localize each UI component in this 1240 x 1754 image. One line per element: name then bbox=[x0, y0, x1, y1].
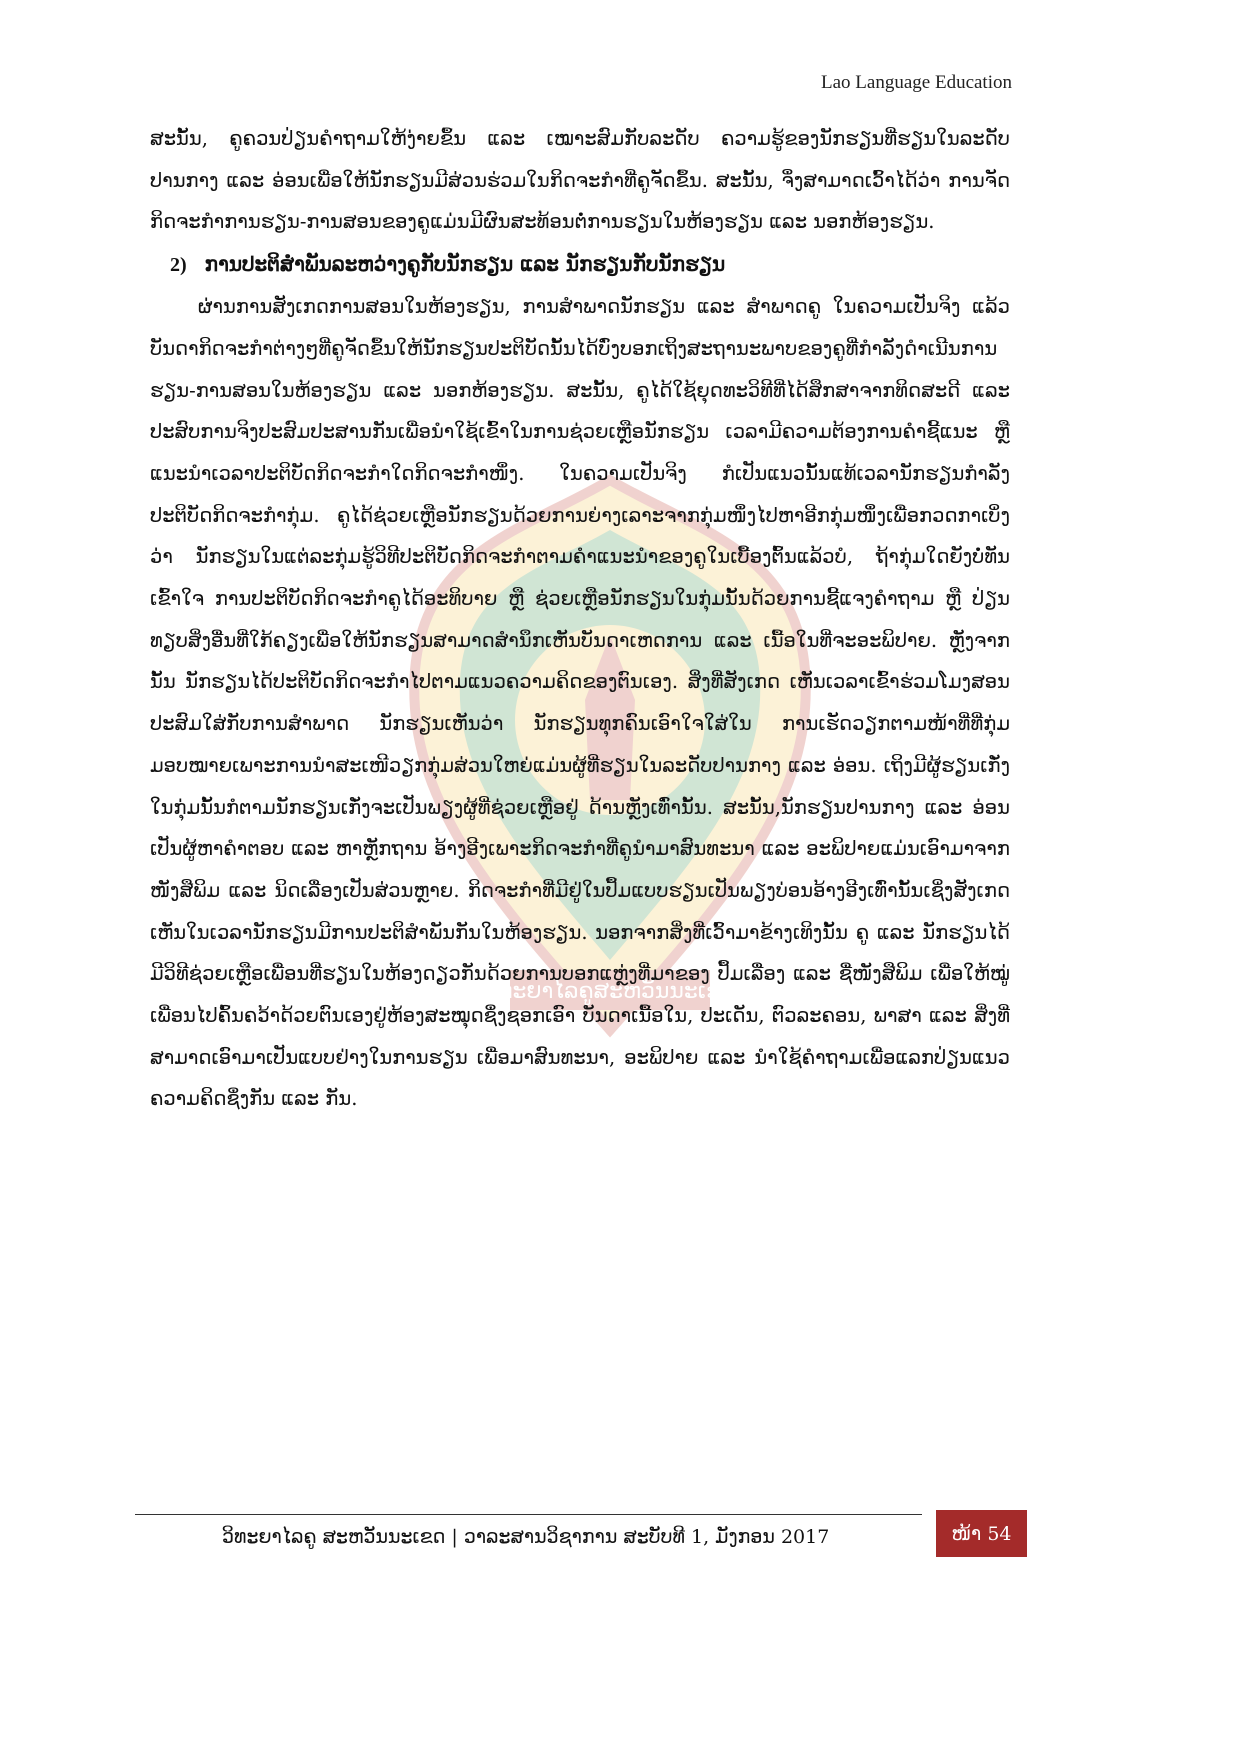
article-body bbox=[150, 118, 1010, 1120]
footer-divider bbox=[135, 1514, 922, 1515]
emblem-caption: ວິທະຍາໄລຄູສະຫວັນນະເຂດ bbox=[484, 979, 736, 1004]
page-number-badge: ໜ້າ 54 bbox=[936, 1510, 1027, 1557]
intro-paragraph: ສະນັ້ນ, ຄູຄວນປ່ຽນຄຳຖາມໃຫ້ງ່າຍຂຶ້ນ ແລະ ເໝາະສົມກັບລະດັບ ຄວາມຮູ້ຂອງນັກຮຽນທີ່ຮຽນໃນລະດັບປານກາງ ແລະ ອ່ອນເພື່ອໃຫ້ນັກຮຽນມີສ່ວນຮ່ວມໃນກິດຈະກຳທີ່ຄູຈັດຂຶ້ນ. ສະນັ້ນ, ຈຶ່ງສາມາດເວົ້າໄດ້ວ່າ ການຈັດກິດຈະກຳການຮຽນ-ການສອນຂອງຄູແມ່ນມີຜົນສະທ້ອນຕໍ່ການຮຽນໃນຫ້ອງຮຽນ ແລະ ນອກຫ້ອງຮຽນ. bbox=[150, 127, 1010, 234]
running-header: Lao Language Education bbox=[821, 72, 1012, 93]
section-number: 2) bbox=[170, 254, 187, 277]
section-heading bbox=[150, 243, 1010, 286]
footer-citation: ວິທະຍາໄລຄູ ສະຫວັນນະເຂດ | ວາລະສານວິຊາການ ສະບັບທີ 1, ມັງກອນ 2017 bbox=[222, 1526, 830, 1548]
section-title: ການປະຕິສຳພັນລະຫວ່າງຄູກັບນັກຮຽນ ແລະ ນັກຮຽນກັບນັກຮຽນ bbox=[204, 252, 726, 277]
main-paragraph: ຜ່ານການສັງເກດການສອນໃນຫ້ອງຮຽນ, ການສຳພາດນັກຮຽນ ແລະ ສຳພາດຄູ ໃນຄວາມເປັນຈິງ ແລ້ວບັນດາກິດຈະກຳຕ່າງໆທີ່ຄູຈັດຂຶ້ນໃຫ້ນັກຮຽນປະຕິບັດນັ້ນໄດ້ບົ່ງບອກເຖິງສະຖານະພາບຂອງຄູທີ່ກຳລັງດຳເນີນການຮຽນ-ການສອນໃນຫ້ອງຮຽນ ແລະ ນອກຫ້ອງຮຽນ. ສະນັ້ນ, ຄູໄດ້ໃຊ້ຍຸດທະວິທີທີ່ໄດ້ສຶກສາຈາກທິດສະດີ ແລະ ປະສົບການຈິງປະສົມປະສານກັນເພື່ອນຳໃຊ້ເຂົ້າໃນການຊ່ວຍເຫຼືອນັກຮຽນ ເວລາມີຄວາມຕ້ອງການຄຳຊີ້ແນະ ຫຼື ແນະນຳເວລາປະຕິບັດກິດຈະກຳໃດກິດຈະກຳໜຶ່ງ. ໃນຄວາມເປັນຈິງ ກໍເປັນແນວນັ້ນແທ້ເວລານັກຮຽນກຳລັງປະຕິບັດກິດຈະກຳກຸ່ມ. ຄູໄດ້ຊ່ວຍເຫຼືອນັກຮຽນດ້ວຍການຍ່າງເລາະຈາກກຸ່ມໜຶ່ງໄປຫາອີກກຸ່ມໜຶ່ງເພື່ອກວດກາເບິ່ງວ່າ ນັກຮຽນໃນແຕ່ລະກຸ່ມຮູ້ວິທີປະຕິບັດກິດຈະກຳຕາມຄຳແນະນຳຂອງຄູໃນເບື້ອງຕົ້ນແລ້ວບໍ, ຖ້າກຸ່ມໃດຍັງບໍ່ທັນເຂົ້າໃຈ ການປະຕິບັດກິດຈະກຳຄູໄດ້ອະທິບາຍ ຫຼື ຊ່ວຍເຫຼືອນັກຮຽນໃນກຸ່ມນັ້ນດ້ວຍການຊີ້ແຈງຄຳຖາມ ຫຼື ປ່ຽນທຽບສິ່ງອື່ນທີ່ໃກ້ຄຽງເພື່ອໃຫ້ນັກຮຽນສາມາດສຳນຶກເຫັນບັນດາເຫດການ ແລະ ເນື້ອໃນທີ່ຈະອະພິປາຍ. ຫຼັງຈາກນັ້ນ ນັກຮຽນໄດ້ປະຕິບັດກິດຈະກຳໄປຕາມແນວຄວາມຄິດຂອງຕົນເອງ. ສິ່ງທີ່ສັງເກດ ເຫັນເວລາເຂົ້າຮ່ວມໂມງສອນປະສົມໃສ່ກັບການສຳພາດ ນັກຮຽນເຫັນວ່າ ນັກຮຽນທຸກຄົນເອົາໃຈໃສ່ໃນ ການເຮັດວຽກຕາມໜ້າທີ່ທີ່ກຸ່ມມອບໝາຍເພາະການນຳສະເໜີວຽກກຸ່ມສ່ວນໃຫຍ່ແມ່ນຜູ້ທີ່ຮຽນໃນລະດັບປານກາງ ແລະ ອ່ອນ. ເຖິງມີຜູ້ຮຽນເກັ່ງໃນກຸ່ມນັ້ນກໍຕາມນັກຮຽນເກັ່ງຈະເປັນພຽງຜູ້ທີ່ຊ່ວຍເຫຼືອຢູ່ ດ້ານຫຼັງເທົ່ານັ້ນ. ສະນັ້ນ,ນັກຮຽນປານກາງ ແລະ ອ່ອນເປັນຜູ້ຫາຄຳຕອບ ແລະ ຫາຫຼັກຖານ ອ້າງອີງເພາະກິດຈະກຳທີ່ຄູນຳມາສົນທະນາ ແລະ ອະພິປາຍແມ່ນເອົາມາຈາກໜັງສືພິມ ແລະ ນິດເລື່ອງເປັນສ່ວນຫຼາຍ. ກິດຈະກຳທີ່ມີຢູ່ໃນປຶ້ມແບບຮຽນເປັນພຽງບ່ອນອ້າງອີງເທົ່ານັ້ນເຊິ່ງສັງເກດ ເຫັນໃນເວລານັກຮຽນມີການປະຕິສຳພັນກັນໃນຫ້ອງຮຽນ. ນອກຈາກສິ່ງທີ່ເວົ້າມາຂ້າງເທິງນັ້ນ ຄູ ແລະ ນັກຮຽນໄດ້ມີວິທີຊ່ວຍເຫຼືອເພື່ອນທີ່ຮຽນໃນຫ້ອງດຽວກັນດ້ວຍການບອກແຫຼ່ງທີ່ມາຂອງ ປຶ້ມເລື່ອງ ແລະ ຊື່ໜັງສືພິມ ເພື່ອໃຫ້ໝູ່ເພື່ອນໄປຄົ້ນຄວ້າດ້ວຍຕົນເອງຢູ່ຫ້ອງສະໝຸດຊຶ່ງຊອກເອົາ ບັນດາເນື້ອໃນ, ປະເດັນ, ຕົວລະຄອນ, ພາສາ ແລະ ສິ່ງທີ່ສາມາດເອົາມາເປັນແບບຢ່າງໃນການຮຽນ ເພື່ອມາສົນທະນາ, ອະພິປາຍ ແລະ ນຳໃຊ້ຄຳຖາມເພື່ອແລກປ່ຽນແນວຄວາມຄິດຊຶ່ງກັນ ແລະ ກັນ. bbox=[150, 295, 1010, 1111]
